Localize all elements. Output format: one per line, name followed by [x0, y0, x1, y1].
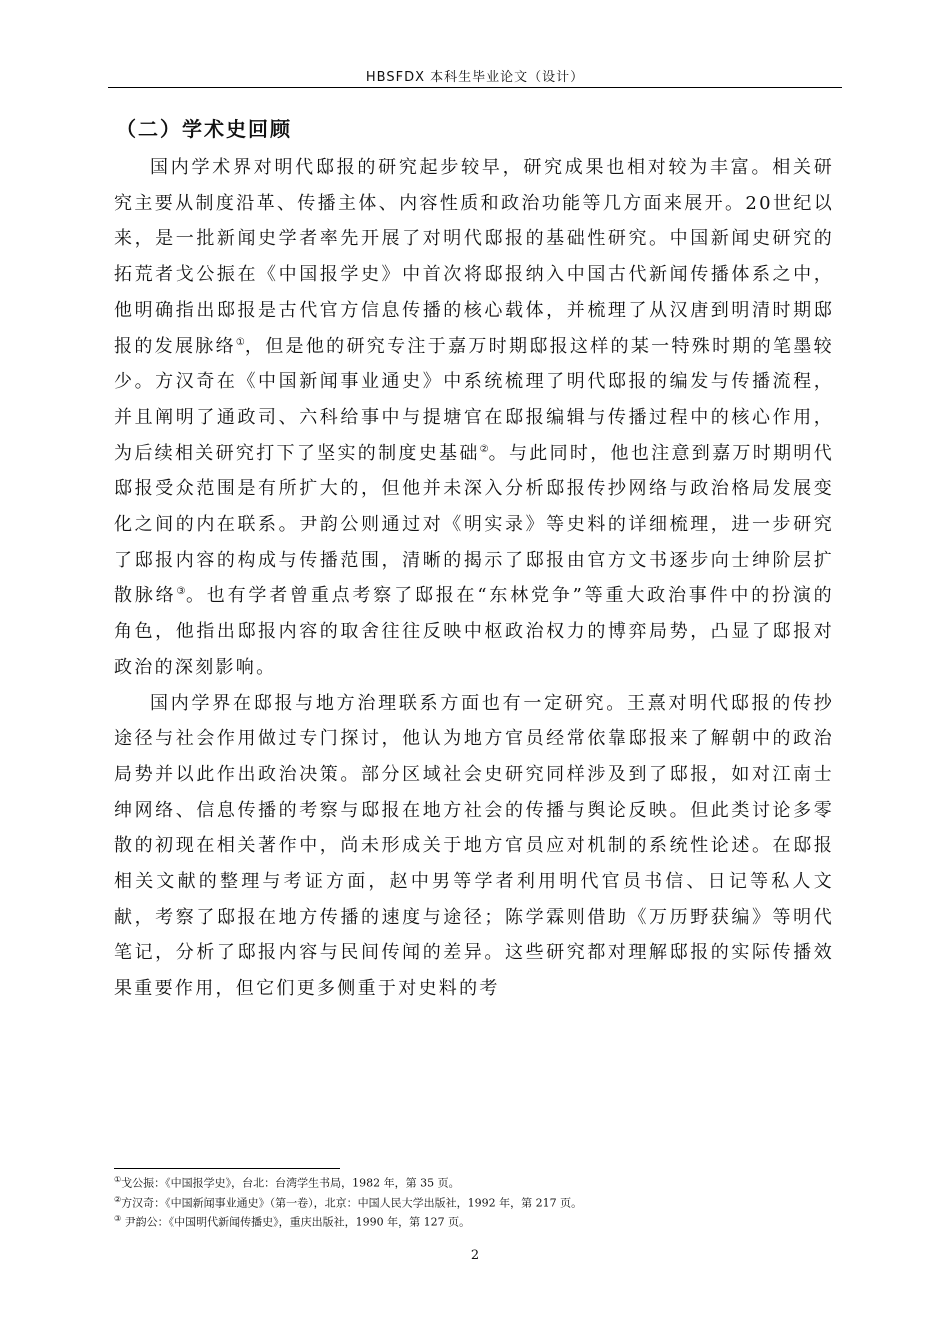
paragraph-1-part-1: 国内学术界对明代邸报的研究起步较早，研究成果也相对较为丰富。相关研究主要从制度沿革、传播主体、内容性质和政治功能等几方面来展开。20世纪以来，是一批新闻史学者率先开展了对明代邸报的基础性研究。中国新闻史研究的拓荒者戈公振在《中国报学史》中首次将邸报纳入中国古代新闻传播体系之中，他明确指出邸报是古代官方信息传播的核心载体，并梳理了从汉唐到明清时期邸报的发展脉络 — [114, 157, 834, 357]
footnote-2-text: 方汉奇：《中国新闻事业通史》（第一卷），北京：中国人民大学出版社，1992 年，第 217 页。 — [121, 1196, 583, 1210]
header-rule — [108, 87, 842, 88]
paragraph-1 — [114, 150, 834, 686]
footnote-ref-3[interactable]: ③ — [176, 586, 186, 598]
footnotes — [114, 1172, 834, 1231]
paragraph-1-part-4: 。也有学者曾重点考察了邸报在“东林党争”等重大政治事件中的扮演的角色，他指出邸报内容的取舍往往反映中枢政治权力的博弈局势，凸显了邸报对政治的深刻影响。 — [114, 585, 834, 678]
footnote-2-mark: ② — [114, 1194, 122, 1204]
section-title: （二）学术史回顾 — [116, 117, 292, 141]
paragraph-1-part-2: ，但是他的研究专注于嘉万时期邸报这样的某一特殊时期的笔墨较少。方汉奇在《中国新闻事业通史》中系统梳理了明代邸报的编发与传播流程，并且阐明了通政司、六科给事中与提塘官在邸报编辑与传播过程中的核心作用，为后续相关研究打下了坚实的制度史基础 — [114, 335, 834, 464]
footnote-2 — [114, 1192, 834, 1212]
footnote-1-mark: ① — [114, 1175, 122, 1184]
footnote-ref-1[interactable]: ① — [235, 336, 245, 348]
body-text — [114, 150, 834, 1007]
footnote-1 — [114, 1172, 834, 1192]
footnote-ref-2[interactable]: ② — [479, 443, 489, 455]
footnote-3-text: 尹韵公：《中国明代新闻传播史》，重庆出版社，1990 年，第 127 页。 — [121, 1215, 471, 1229]
footnote-rule — [114, 1168, 340, 1169]
footnote-3-mark: ③ — [114, 1214, 122, 1224]
page-header: HBSFDX 本科生毕业论文（设计） — [365, 70, 585, 85]
paragraph-1-part-3: 。与此同时，他也注意到嘉万时期明代邸报受众范围是有所扩大的，但他并未深入分析邸报传抄网络与政治格局发展变化之间的内在联系。尹韵公则通过对《明实录》等史料的详细梳理，进一步研究了邸报内容的构成与传播范围，清晰的揭示了邸报由官方文书逐步向士绅阶层扩散脉络 — [114, 442, 834, 607]
footnote-1-text: 戈公振：《中国报学史》，台北：台湾学生书局，1982 年，第 35 页。 — [121, 1176, 460, 1190]
paragraph-2: 国内学界在邸报与地方治理联系方面也有一定研究。王熹对明代邸报的传抄途径与社会作用做过专门探讨，他认为地方官员经常依靠邸报来了解朝中的政治局势并以此作出政治决策。部分区域社会史研究同样涉及到了邸报，如对江南士绅网络、信息传播的考察与邸报在地方社会的传播与舆论反映。但此类讨论多零散的初现在相关著作中，尚未形成关于地方官员应对机制的系统性论述。在邸报相关文献的整理与考证方面，赵中男等学者利用明代官员书信、日记等私人文献，考察了邸报在地方传播的速度与途径；陈学霖则借助《万历野获编》等明代笔记，分析了邸报内容与民间传闻的差异。这些研究都对理解邸报的实际传播效果重要作用，但它们更多侧重于对史料的考 — [114, 692, 834, 1000]
page-number: 2 — [470, 1248, 480, 1263]
footnote-3 — [114, 1211, 834, 1231]
